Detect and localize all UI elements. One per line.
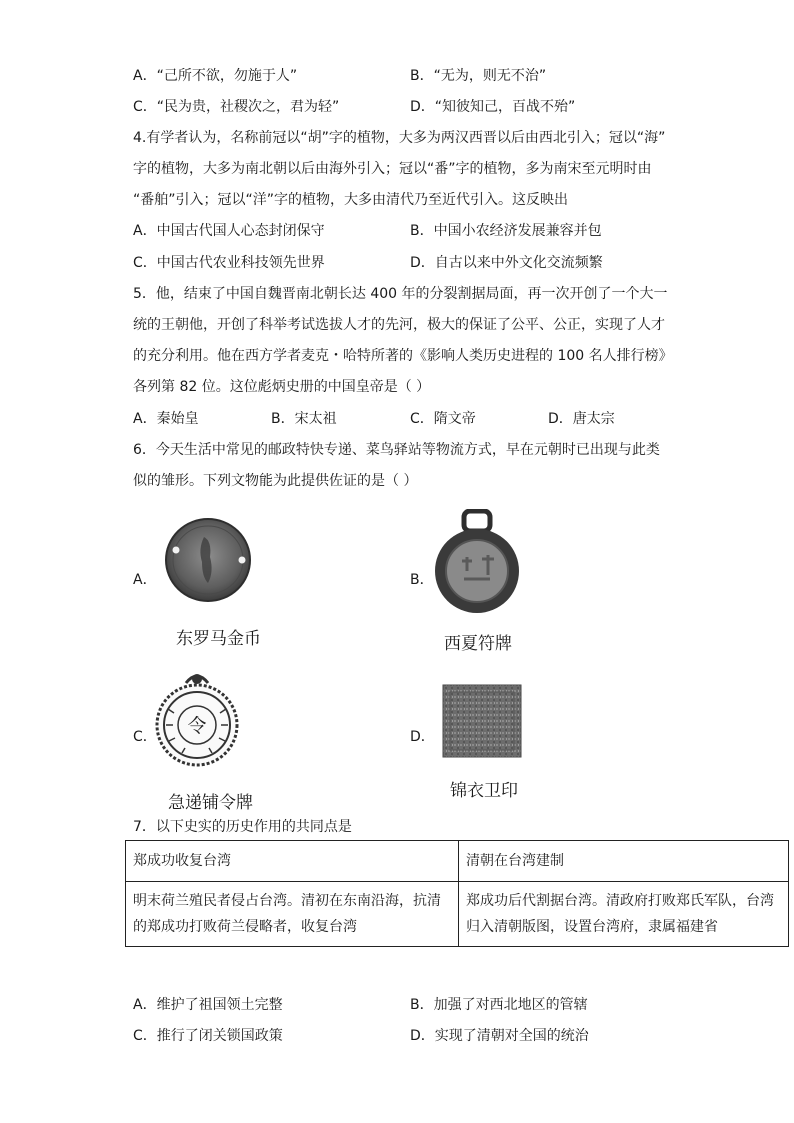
byzantine-coin-image — [164, 517, 252, 603]
q3-option-b: B．“无为，则无不治” — [410, 68, 547, 84]
q4-stem-line-1: 4.有学者认为，名称前冠以“胡”字的植物，大多为两汉西晋以后由西北引入；冠以“海” — [133, 130, 666, 146]
q6-caption-c: 急递铺令牌 — [168, 793, 253, 813]
q7-option-d: D．实现了清朝对全国的统治 — [410, 1028, 589, 1044]
q4-option-a: A．中国古代国人心态封闭保守 — [133, 223, 325, 239]
q4-option-c: C．中国古代农业科技领先世界 — [133, 255, 325, 271]
q5-option-d: D．唐太宗 — [548, 411, 615, 427]
q4-option-d: D．自古以来中外文化交流频繁 — [410, 255, 603, 271]
q5-stem-line-3: 的充分利用。他在西方学者麦克・哈特所著的《影响人类历史进程的 100 名人排行榜》 — [133, 348, 673, 364]
q5-option-c: C．隋文帝 — [410, 411, 476, 427]
q5-stem-line-1: 5．他，结束了中国自魏晋南北朝长达 400 年的分裂割据局面，再一次开创了一个大一 — [133, 286, 668, 302]
table-cell: 明末荷兰殖民者侵占台湾。清初在东南沿海，抗清的郑成功打败荷兰侵略者，收复台湾 — [126, 882, 459, 947]
table-header-row — [126, 841, 789, 882]
q6-caption-a: 东罗马金币 — [176, 629, 261, 649]
jinyiwei-seal-image — [442, 684, 522, 758]
q5-option-a: A．秦始皇 — [133, 411, 199, 427]
table-header-cell: 清朝在台湾建制 — [459, 841, 789, 882]
q5-option-b: B．宋太祖 — [271, 411, 337, 427]
q5-stem-line-2: 统的王朝他，开创了科举考试选拔人才的先河，极大的保证了公平、公正，实现了人才 — [133, 317, 665, 333]
q6-stem-line-2: 似的雏形。下列文物能为此提供佐证的是（ ） — [133, 473, 418, 489]
relay-post-token-image — [152, 669, 242, 769]
q7-option-c: C．推行了闭关锁国政策 — [133, 1028, 283, 1044]
table-cell: 郑成功后代割据台湾。清政府打败郑氏军队，台湾归入清朝版图，设置台湾府，隶属福建省 — [459, 882, 789, 947]
q5-stem-line-4: 各列第 82 位。这位彪炳史册的中国皇帝是（ ） — [133, 379, 431, 395]
q7-option-b: B．加强了对西北地区的管辖 — [410, 997, 588, 1013]
q6-caption-b: 西夏符牌 — [444, 634, 512, 654]
q6-option-d: D． — [410, 729, 435, 745]
q7-comparison-table — [125, 840, 789, 947]
q4-option-b: B．中国小农经济发展兼容并包 — [410, 223, 602, 239]
table-header-cell: 郑成功收复台湾 — [126, 841, 459, 882]
q3-option-c: C．“民为贵，社稷次之，君为轻” — [133, 99, 340, 115]
q6-stem-line-1: 6．今天生活中常见的邮政特快专递、菜鸟驿站等物流方式，早在元朝时已出现与此类 — [133, 442, 660, 458]
q6-option-a: A． — [133, 572, 157, 588]
q4-stem-line-3: “番舶”引入；冠以“洋”字的植物，大多由清代乃至近代引入。这反映出 — [133, 192, 569, 208]
q6-option-c: C． — [133, 729, 157, 745]
q7-stem: 7．以下史实的历史作用的共同点是 — [133, 819, 352, 835]
q7-option-a: A．维护了祖国领土完整 — [133, 997, 283, 1013]
xixia-token-image — [432, 509, 522, 616]
q6-option-b: B． — [410, 572, 434, 588]
table-row — [126, 882, 789, 947]
q4-stem-line-2: 字的植物，大多为南北朝以后由海外引入；冠以“番”字的植物，多为南宋至元明时由 — [133, 161, 652, 177]
q3-option-a: A．“己所不欲，勿施于人” — [133, 68, 298, 84]
q3-option-d: D．“知彼知己，百战不殆” — [410, 99, 576, 115]
seal-character: 令 — [187, 715, 207, 737]
q6-caption-d: 锦衣卫印 — [450, 781, 518, 801]
